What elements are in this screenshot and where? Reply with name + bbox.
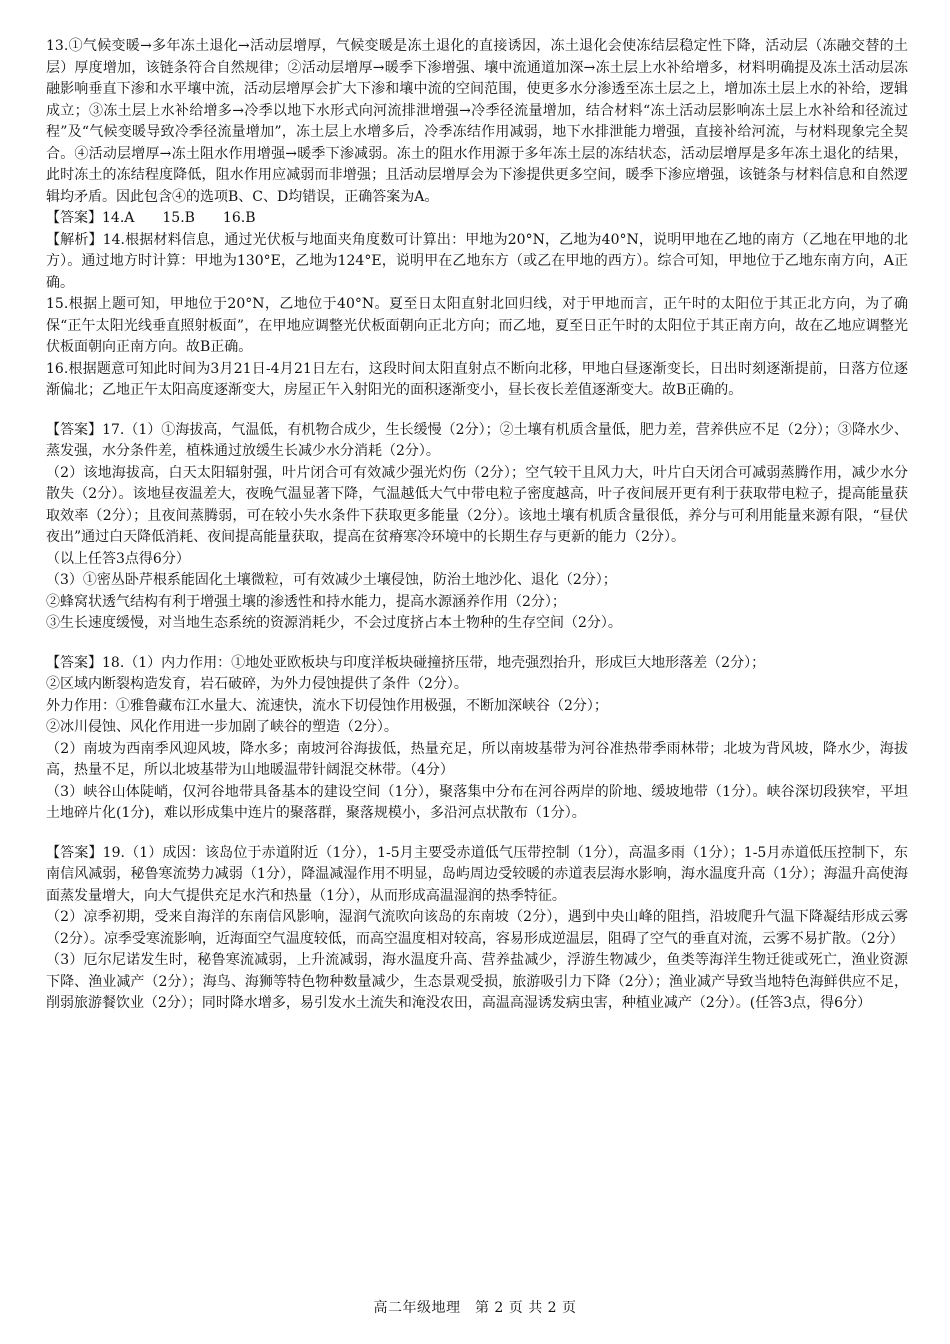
- q15-analysis: 15.根据上题可知，甲地位于20°N，乙地位于40°N。夏至日太阳直射北回归线，对于甲地而言，正午时的太阳位于其正北方向，为了确保“正午太阳光线垂直照射板面”，在甲地应调整光伏板面朝向正北方向；而乙地，夏至日正午时的太阳位于其正南方向，故在乙地应调整光伏板面朝向正南方向。故B正确。: [46, 296, 908, 355]
- page-footer: 高二年级地理 第 2 页 共 2 页: [373, 1300, 577, 1316]
- q18-part3: （3）峡谷山体陡峭，仅河谷地带具备基本的建设空间（1分），聚落集中分布在河谷两岸的阶地、缓坡地带（1分）。峡谷深切段狭窄，平坦土地碎片化(1分)，难以形成集中连片的聚落群，聚落规模小，多沿河点状散布（1分）。: [46, 783, 908, 821]
- answer-sheet-page: [46, 36, 908, 1015]
- q18-part1-external1: 外力作用：①雅鲁藏布江水量大、流速快，流水下切侵蚀作用极强，不断加深峡谷（2分）；: [46, 697, 608, 714]
- spacer: [46, 825, 908, 843]
- q13-analysis: 13.①气候变暖→多年冻土退化→活动层增厚，气候变暖是冻土退化的直接诱因，冻土退化会使冻结层稳定性下降，活动层（冻融交替的土层）厚度增加，该链条符合自然规律；②活动层增厚→暖季下渗增强、壤中流通道加深→冻土层上水补给增多，材料明确提及冻土活动层冻融影响垂直下渗和水平壤中流，活动层增厚会扩大下渗和壤中流的空间范围，使更多水分渗透至冻土层之上，增加冻土层上水的补给，逻辑成立；③冻土层上水补给增多→冷季以地下水形式向河流排泄增强→冷季径流量增加，结合材料“冻土活动层影响冻土层上水补给和径流过程”及“气候变暖导致冷季径流量增加”，冻土层上水增多后，冷季冻结作用减弱，地下水排泄能力增强，直接补给河流，与材料现象完全契合。④活动层增厚→冻土阻水作用增强→暖季下渗减弱。冻土的阻水作用源于多年冻土层的冻结状态，活动层增厚是多年冻土退化的结果，此时冻土的冻结程度降低，阻水作用应减弱而非增强；且活动层增厚会为下渗提供更多空间，暖季下渗应增强，该链条与材料信息和自然逻辑均矛盾。因此包含④的选项B、C、D均错误，正确答案为A。: [46, 38, 908, 205]
- spacer: [46, 402, 908, 420]
- q17-part3-item1: （3）①密丛卧芹根系能固化土壤微粒，可有效减少土壤侵蚀，防治土地沙化、退化（2分）；: [46, 572, 617, 588]
- q19-part3: （3）厄尔尼诺发生时，秘鲁寒流减弱，上升流减弱，海水温度升高、营养盐减少，浮游生物减少，鱼类等海洋生物迁徙或死亡，渔业资源下降、渔业减产（2分）；海鸟、海狮等特色物种数量减少，生态景观受损，旅游吸引力下降（2分）；渔业减产导致当地特色海鲜供应不足，削弱旅游餐饮业（2分）；同时降水增多，易引发水土流失和淹没农田，高温高湿诱发病虫害，种植业减产（2分）。(任答3点，得6分）: [46, 952, 908, 1011]
- q17-part1: 【答案】17.（1）①海拔高，气温低，有机物合成少，生长缓慢（2分）；②土壤有机质含量低，肥力差，营养供应不足（2分）；③降水少、蒸发强，水分条件差，植株通过放缓生长减少水分消耗（2分）。: [46, 421, 908, 459]
- q14-analysis: 【解析】14.根据材料信息，通过光伏板与地面夹角度数可计算出：甲地为20°N，乙地为40°N，说明甲地在乙地的南方（乙地在甲地的北方）。通过地方时计算：甲地为130°E，乙地为124°E，说明甲在乙地东方（或乙在甲地的西方）。综合可知，甲地位于乙地东南方向，A正确。: [46, 231, 908, 291]
- q17-scoring-note: （以上任答3点得6分）: [46, 550, 190, 567]
- q18-part1-item2: ②区域内断裂构造发育，岩石破碎，为外力侵蚀提供了条件（2分）。: [46, 676, 468, 692]
- q18-part1-external2: ②冰川侵蚀、风化作用进一步加剧了峡谷的塑造（2分）。: [46, 719, 398, 735]
- spacer: [46, 635, 908, 653]
- q17-part3-item2: ②蜂窝状透气结构有利于增强土壤的渗透性和持水能力，提高水源涵养作用（2分）；: [46, 593, 566, 610]
- q19-part1: 【答案】19.（1）成因：该岛位于赤道附近（1分），1-5月主要受赤道低气压带控制（1分），高温多雨（1分）；1-5月赤道低压控制下，东南信风减弱，秘鲁寒流势力减弱（1分），降温减湿作用不明显，岛屿周边受较暖的赤道表层海水影响，海水温度升高（1分）；海温升高使海面蒸发量增大，向大气提供充足水汽和热量（1分），从而形成高温湿润的热季特征。: [46, 844, 908, 904]
- q14-16-answer: 【答案】14.A 15.B 16.B: [46, 210, 256, 226]
- q17-part3-item3: ③生长速度缓慢，对当地生态系统的资源消耗少，不会过度挤占本土物种的生存空间（2分）。: [46, 615, 622, 631]
- q19-part2: （2）凉季初期，受来自海洋的东南信风影响，湿润气流吹向该岛的东南坡（2分），遇到中央山峰的阻挡，沿坡爬升气温下降凝结形成云雾（2分）。凉季受寒流影响，近海面空气温度较低，而高空温度相对较高，容易形成逆温层，阻碍了空气的垂直对流，云雾不易扩散。（2分）: [46, 909, 908, 947]
- q18-part2: （2）南坡为西南季风迎风坡，降水多；南坡河谷海拔低，热量充足，所以南坡基带为河谷准热带季雨林带；北坡为背风坡，降水少，海拔高，热量不足，所以北坡基带为山地暖温带针阔混交林带。（4分）: [46, 740, 908, 778]
- q18-part1-item1: 【答案】18.（1）内力作用：①地处亚欧板块与印度洋板块碰撞挤压带，地壳强烈抬升，形成巨大地形落差（2分）；: [46, 654, 766, 671]
- q17-part2: （2）该地海拔高，白天太阳辐射强，叶片闭合可有效减少强光灼伤（2分）；空气较干且风力大，叶片白天闭合可减弱蒸腾作用，减少水分散失（2分）。该地昼夜温差大，夜晚气温显著下降，气温越低大气中带电粒子密度越高，叶子夜间展开更有利于获取带电粒子，提高能量获取效率（2分）；且夜间蒸腾弱，可在较小失水条件下获取更多能量（2分）。该地土壤有机质含量很低，养分与可利用能量来源有限，“昼伏夜出”通过白天降低消耗、夜间提高能量获取，提高在贫瘠寒冷环境中的长期生存与更新的能力（2分）。: [46, 464, 908, 545]
- q16-analysis: 16.根据题意可知此时间为3月21日-4月21日左右，这段时间太阳直射点不断向北移，甲地白昼逐渐变长，日出时刻逐渐提前，日落方位逐渐偏北；乙地正午太阳高度逐渐变大，房屋正午入射阳光的面积逐渐变小，昼长夜长差值逐渐变大。故B正确的。: [46, 360, 908, 398]
